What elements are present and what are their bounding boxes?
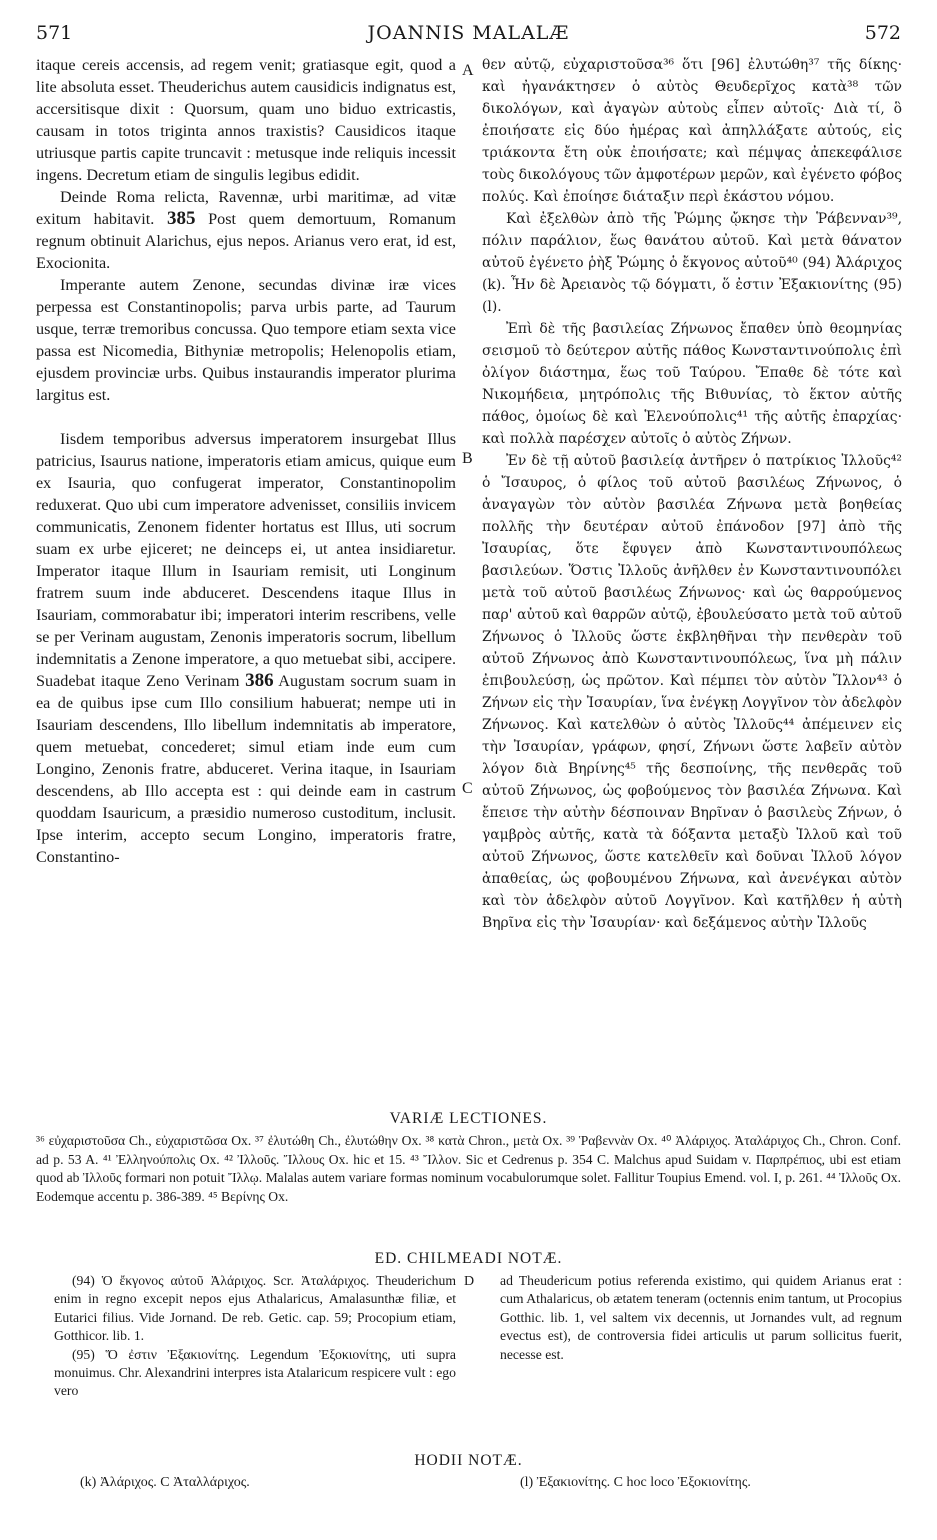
hodii-note-l: (l) Ἐξακιονίτης. C hoc loco Ἐξοκιονίτης. [520,1475,751,1490]
greek-paragraph: Ἐπὶ δὲ τῆς βασιλείας Ζήνωνος ἔπαθεν ὑπὸ θεομηνίας σεισμοῦ τὸ δεύτερον αὐτῆς πάθος Κωνσταντινούπολις ἐπὶ ὀλίγον διάστημα, ἕως τοῦ Ταύρου. Ἔπαθε δὲ τότε καὶ Νικομήδεια, μητρόπολις τῆς Βιθυνίας, τὸ ἕκτον αὐτῆς πάθος, ὁμοίως δὲ καὶ Ἑλενούπολις⁴¹ τῆς αὐτῆς ἐπαρχίας· καὶ πολλὰ παρέσχεν αὐτοῖς ὁ αὐτὸς Ζήνων. [482,321,902,447]
note-continuation: ad Theudericum potius referenda existimo, qui quidem Arianus erat : cum Athalaricus, ob ætatem teneram (octennis enim tantum, ut Procopius Gotthic. lib. 1, vel saltem vix decennis, ut Jornandes vult, ad regnum evectus est), de controversia fidei articulis ut parum sollicitus fuerit, necesse est. [500,1273,902,1362]
hodii-note-k: (k) Ἀλάριχος. C Ἀταλλάριχος. [80,1475,250,1490]
latin-column [36,54,456,1106]
latin-text: Post quem demortuum, Romanum regnum obtinuit Alarichus, ejus nepos. Arianus vero erat, id est, Exocionita. [36,210,456,272]
latin-paragraph [36,428,456,868]
note-95: (95) Ὅ ἐστιν Ἐξακιονίτης. Legendum Ἐξοκιονίτης, uti supra monuimus. Chr. Alexandrini interpres ista Atalaricum respicere vult : ego vero [54,1346,456,1399]
chilmead-notes-left [54,1272,456,1442]
latin-text: Augustam socrum suam in ea de quibus ipse cum Illo consilium habuerat; nempe uti in Isauriam descendens, Illo libellum indemnitatis ab imperatore, quem metuebat, concederet; simul etiam inde eum cum Longino, Zenonis fratre, abduceret. Verina itaque, in Isauriam descendens, ab Illo accepta est : qui deinde eam in castrum quoddam Isauricum, a præsidio numeroso custoditum, inclusit. Ipse interim, accepto secum Longino, imperatoris fratre, Constantino- [36,672,456,866]
latin-text: Iisdem temporibus adversus imperatorem insurgebat Illus patricius, Isaurus natione, imperatoris etiam amicus, quique eum ex Isauria, quo confugerat imperator, Constantinopolim reduxerat. Quo ubi cum imperatore advenisset, consiliis invicem communicatis, Zenonem fidenter hortatus est Illus, uti socrum suam ex urbe ejiceret; ne deinceps ei, ut antea insidiaretur. Imperator itaque Illum in Isauriam remisit, uti Longinum fratrem suum inde abduceret. Descendens itaque Illus in Isauriam, commorabatur ibi; imperatori interim rescribens, velle se per Verinam augustam, Zenonis imperatoris socrum, libellum indemnitatis a Zenone imperatore, a quo metuebat sibi, accipere. Suadebat itaque Zeno Verinam [36,430,456,690]
greek-paragraph: θεν αὐτῷ, εὐχαριστοῦσα³⁶ ὅτι [96] ἐλυτώθη³⁷ τῆς δίκης· καὶ ἠγανάκτησεν ὁ αὐτὸς Θευδερῖχος κατὰ³⁸ τῶν δικολόγων, καὶ ἀγαγὼν αὐτοὺς εἶπεν αὐτοῖς· Διὰ τί, ὃ ἐποιήσατε εἰς δύο ἡμέρας καὶ ἀπηλλάξατε αὐτούς, εἰς τριάκοντα ἔτη οὐκ ἐποιήσατε; καὶ πέμψας ἀπεκεφάλισε τοὺς δικολόγους τῶν ἀμφοτέρων μερῶν, καὶ ἐγένετο φόβος πολύς. Καὶ ἐποίησε διάταξιν περὶ ἑκάστου νόμου. [482,57,902,205]
section-number: 386 [245,670,274,691]
chilmead-heading: ED. CHILMEADI NOTÆ. [374,1250,563,1267]
section-number: 385 [166,208,196,229]
page-number-right: 572 [864,22,901,44]
latin-text: Deinde Roma relicta, Ravennæ, urbi maritimæ, ad vitæ exitum habitavit. [36,188,456,228]
running-title: JOANNIS MALALÆ [367,22,570,44]
note-94: (94) Ὁ ἔκγονος αὐτοῦ Ἀλάριχος. Scr. Ἀταλάριχος. Theuderichum enim in regno excepit nepos ejus Athalaricus, Amalasunthæ filiæ, et Eutarici filius. Vide Jornand. De reb. Getic. cap. 59; Procopium etiam, Gotthicor. lib. 1. [54,1273,456,1344]
chilmead-notes-right [500,1272,902,1442]
margin-letter-b: B [462,450,473,467]
latin-paragraph: Imperante autem Zenone, secundas divinæ iræ vices perpessa est Constantinopolis; parva urbis parte, ad Taurum usque, terræ tremoribus concussa. Quo tempore etiam sexta vice passa est Nicomedia, Bithyniæ metropolis; Helenopolis etiam, ejusdem provinciæ urbs. Quibus instaurandis imperator plurima largitus est. [36,276,456,404]
latin-paragraph: itaque cereis accensis, ad regem venit; gratiasque egit, quod a lite absoluta esset. Theuderichus autem causidicis indignatus est, accersitisque dixit : Quorsum, quam uno biduo extricastis, causam in totos triginta annos traxistis? Causidicos itaque utriusque partis capite truncavit : metusque inde reliquis incessit ingens. Decretum etiam de singulis legibus edidit. [36,56,456,184]
running-header [36,22,901,52]
greek-paragraph: Ἐν δὲ τῇ αὐτοῦ βασιλείᾳ ἀντῆρεν ὁ πατρίκιος Ἰλλοῦς⁴² ὁ Ἴσαυρος, ὁ φίλος τοῦ αὐτοῦ βασιλέως Ζήνωνος, ὁ ἀναγαγὼν τὸν αὐτὸν βασιλέα Ζήνωνα μετὰ βοηθείας πολλῆς τὴν δευτέραν αὐτοῦ ἐπάνοδον [97] ἀπὸ τῆς Ἰσαυρίας, ὅτε ἔφυγεν ἀπὸ Κωνσταντινουπόλεως βασιλεύων. Ὅστις Ἰλλοῦς ἀνῆλθεν ἐν Κωνσταντινουπόλει μετὰ τοῦ αὐτοῦ βασιλέως Ζήνωνος· καὶ ὡς θαρρούμενος παρ' αὐτοῦ καὶ θαρρῶν αὐτῷ, ἐβουλεύσατο μετὰ τοῦ αὐτοῦ Ζήνωνος ὁ Ἰλλοῦς ὥστε ἐκβληθῆναι τὴν πενθερὰν τοῦ αὐτοῦ Ζήνωνος ἀπὸ Κωνσταντινουπόλεως, ἵνα μὴ πάλιν ἐπιβουλεύσῃ, ὡς πρῶτον. Καὶ πέμπει τὸν αὐτὸν Ἴλλον⁴³ ὁ Ζήνων εἰς τὴν Ἰσαυρίαν, ἵνα ἐνέγκῃ Λογγῖνον τὸν ἀδελφὸν Ζήνωνος. Καὶ κατελθὼν ὁ αὐτὸς Ἰλλοῦς⁴⁴ ἀπέμεινεν εἰς τὴν Ἰσαυρίαν, γράφων, φησί, Ζήνωνι ὥστε λαβεῖν αὐτὸν λόγον διὰ Βηρίνης⁴⁵ τῆς δεσποίνης, τῆς πενθερᾶς τοῦ αὐτοῦ Ζήνωνος, ὡς φοβούμενος τὸν βασιλέα Ζήνωνα. Καὶ ἔπεισε τὴν αὐτὴν δέσποιναν Βηρῖναν ὁ βασιλεὺς Ζήνων, ὁ γαμβρὸς αὐτῆς, κατὰ τὰ δόξαντα μεταξὺ Ἰλλοῦ καὶ τοῦ αὐτοῦ Ζήνωνος, ὥστε κατελθεῖν καὶ δοῦναι Ἰλλοῦ λόγον ἀπαθείας, ὡς φοβουμένου Ζήνωνα, καὶ ἀνενέγκαι αὐτὸν καὶ τὸν ἀδελφὸν αὐτοῦ Λογγῖνον. Καὶ κατῆλθεν ἡ αὐτὴ Βηρῖνα εἰς τὴν Ἰσαυρίαν· καὶ δεξάμενος αὐτὴν Ἰλλοῦς [482,453,902,931]
greek-column [482,54,902,1106]
margin-letter-d: D [464,1274,475,1289]
margin-letter-a: A [462,62,474,79]
variae-lectiones: ³⁶ εὐχαριστοῦσα Ch., εὐχαριστῶσα Ox. ³⁷ ἐλυτώθη Ch., ἐλυτώθην Ox. ³⁸ κατὰ Chron., μετὰ Ox. ³⁹ Ῥαβεννὰν Ox. ⁴⁰ Ἀλάριχος. Ἀταλάριχος Ch., Chron. Conf. ad p. 53 A. ⁴¹ Ἐλληνούπολις Ox. ⁴² Ἰλλοῦς. Ἴλλους Ox. hic et 15. ⁴³ Ἴλλον. Sic et Cedrenus p. 354 C. Malchus apud Suidam v. Παρπρέπιος, ubi est etiam quod ab Ἰλλοῦς formari non potuit Ἴλλῳ. Malalas autem variare formas nominum vocabulorumque solet. Fallitur Toupius Emend. vol. I, p. 261. ⁴⁴ Ἰλλοῦς Ox. Eodemque accentu p. 386-389. ⁴⁵ Βερίνης Ox. [36,1133,901,1204]
greek-paragraph: Καὶ ἐξελθὼν ἀπὸ τῆς Ῥώμης ᾤκησε τὴν Ῥάβενναν³⁹, πόλιν παράλιον, ἕως θανάτου αὐτοῦ. Καὶ μετὰ θάνατον αὐτοῦ ἐγένετο ῥὴξ Ῥώμης ὁ ἔκγονος αὐτοῦ⁴⁰ (94) Ἀλάριχος (k). Ἦν δὲ Ἀρειανὸς τῷ δόγματι, ὅ ἐστιν Ἐξακιονίτης (95) (l). [482,211,902,315]
hodii-heading: HODII NOTÆ. [414,1452,523,1469]
variae-heading: VARIÆ LECTIONES. [389,1110,548,1127]
latin-paragraph [36,186,456,274]
margin-letter-c: C [462,780,473,797]
page-number-left: 571 [36,22,73,44]
